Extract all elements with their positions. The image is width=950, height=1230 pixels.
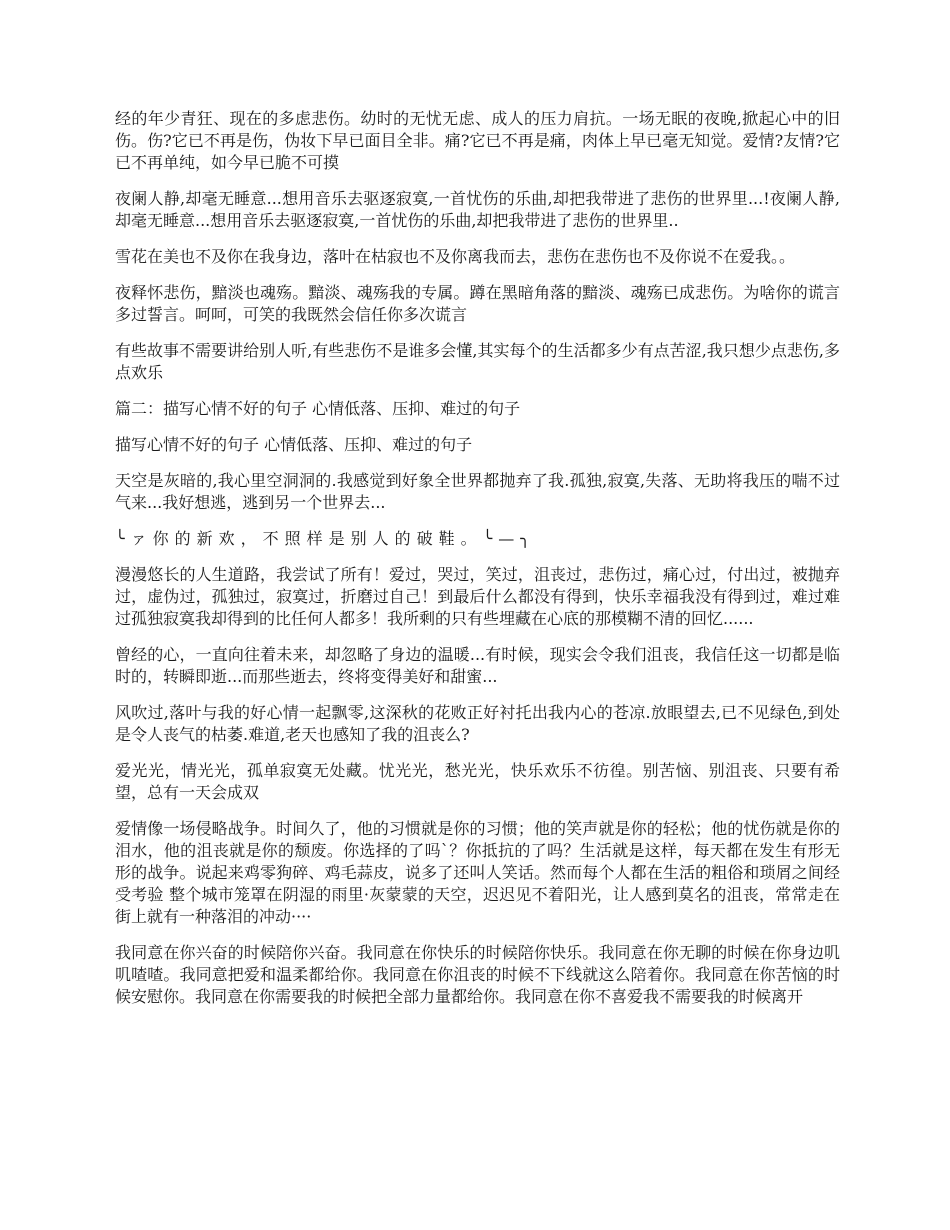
paragraph-5: 有些故事不需要讲给别人听,有些悲伤不是谁多会懂,其实每个的生活都多少有点苦涩,我只想少点悲伤,多点欢乐 bbox=[115, 341, 840, 382]
paragraph-3: 雪花在美也不及你在我身边，落叶在枯寂也不及你离我而去，悲伤在悲伤也不及你说不在爱我。。 bbox=[115, 247, 796, 266]
paragraph-4: 夜释怀悲伤，黯淡也魂殇。黯淡、魂殇我的专属。蹲在黑暗角落的黯淡、魂殇已成悲伤。为啥你的谎言多过誓言。呵呵，可笑的我既然会信任你多次谎言 bbox=[115, 283, 840, 324]
paragraph-8: 天空是灰暗的,我心里空洞洞的.我感觉到好象全世界都抛弃了我.孤独,寂寞,失落、无助将我压的喘不过气来...我好想逃，逃到另一个世界去... bbox=[115, 471, 840, 512]
paragraph-12: 风吹过,落叶与我的好心情一起飘零,这深秋的花败正好衬托出我内心的苍凉.放眼望去,已不见绿色,到处是令人丧气的枯萎.难道,老天也感知了我的沮丧么? bbox=[115, 703, 840, 744]
section-subheading: 描写心情不好的句子 心情低落、压抑、难过的句子 bbox=[115, 435, 473, 454]
paragraph-10: 漫漫悠长的人生道路，我尝试了所有！爱过，哭过，笑过，沮丧过，悲伤过，痛心过，付出过，被抛弃过，虚伪过，孤独过，寂寞过，折磨过自己！到最后什么都没有得到，快乐幸福我没有得到过，难过难过孤独寂寞我却得到的比任何人都多！我所剩的只有些埋藏在心底的那模糊不清的回忆...... bbox=[115, 565, 840, 628]
paragraph-9: ╰ァ你的新欢，不照样是别人的破鞋。╰—╮ bbox=[115, 529, 536, 548]
section-heading: 篇二：描写心情不好的句子 心情低落、压抑、难过的句子 bbox=[115, 399, 521, 418]
paragraph-15: 我同意在你兴奋的时候陪你兴奋。我同意在你快乐的时候陪你快乐。我同意在你无聊的时候在你身边叽叽喳喳。我同意把爱和温柔都给你。我同意在你沮丧的时候不下线就这么陪着你。我同意在你苦恼的时候安慰你。我同意在你需要我的时候把全部力量都给你。我同意在你不喜爱我不需要我的时候离开 bbox=[115, 943, 840, 1006]
paragraph-1: 经的年少青狂、现在的多虑悲伤。幼时的无忧无虑、成人的压力肩抗。一场无眠的夜晚,掀起心中的旧伤。伤?它已不再是伤，伪妆下早已面目全非。痛?它已不再是痛，肉体上早已毫无知觉。爱情?友情?它已不再单纯，如今早已脆不可摸 bbox=[115, 109, 840, 172]
paragraph-14: 爱情像一场侵略战争。时间久了，他的习惯就是你的习惯；他的笑声就是你的轻松；他的忧伤就是你的泪水，他的沮丧就是你的颓废。你选择的了吗`？你抵抗的了吗？生活就是这样，每天都在发生有形无形的战争。说起来鸡零狗碎、鸡毛蒜皮，说多了还叫人笑话。然而每个人都在生活的粗俗和琐屑之间经受考验 整个城市笼罩在阴湿的雨里·灰蒙蒙的天空，迟迟见不着阳光，让人感到莫名的沮丧，常常走在街上就有一种落泪的冲动···· bbox=[115, 819, 840, 926]
paragraph-11: 曾经的心，一直向往着未来，却忽略了身边的温暖...有时候，现实会令我们沮丧，我信任这一切都是临时的，转瞬即逝...而那些逝去，终将变得美好和甜蜜... bbox=[115, 645, 840, 686]
paragraph-13: 爱光光，情光光，孤单寂寞无处藏。忧光光，愁光光，快乐欢乐不彷徨。别苦恼、别沮丧、只要有希望，总有一天会成双 bbox=[115, 761, 840, 802]
paragraph-2: 夜阑人静,却毫无睡意...想用音乐去驱逐寂寞,一首忧伤的乐曲,却把我带进了悲伤的世界里...!夜阑人静,却毫无睡意...想用音乐去驱逐寂寞,一首忧伤的乐曲,却把我带进了悲伤的世界里.. bbox=[115, 189, 840, 230]
document-body bbox=[115, 108, 840, 1022]
